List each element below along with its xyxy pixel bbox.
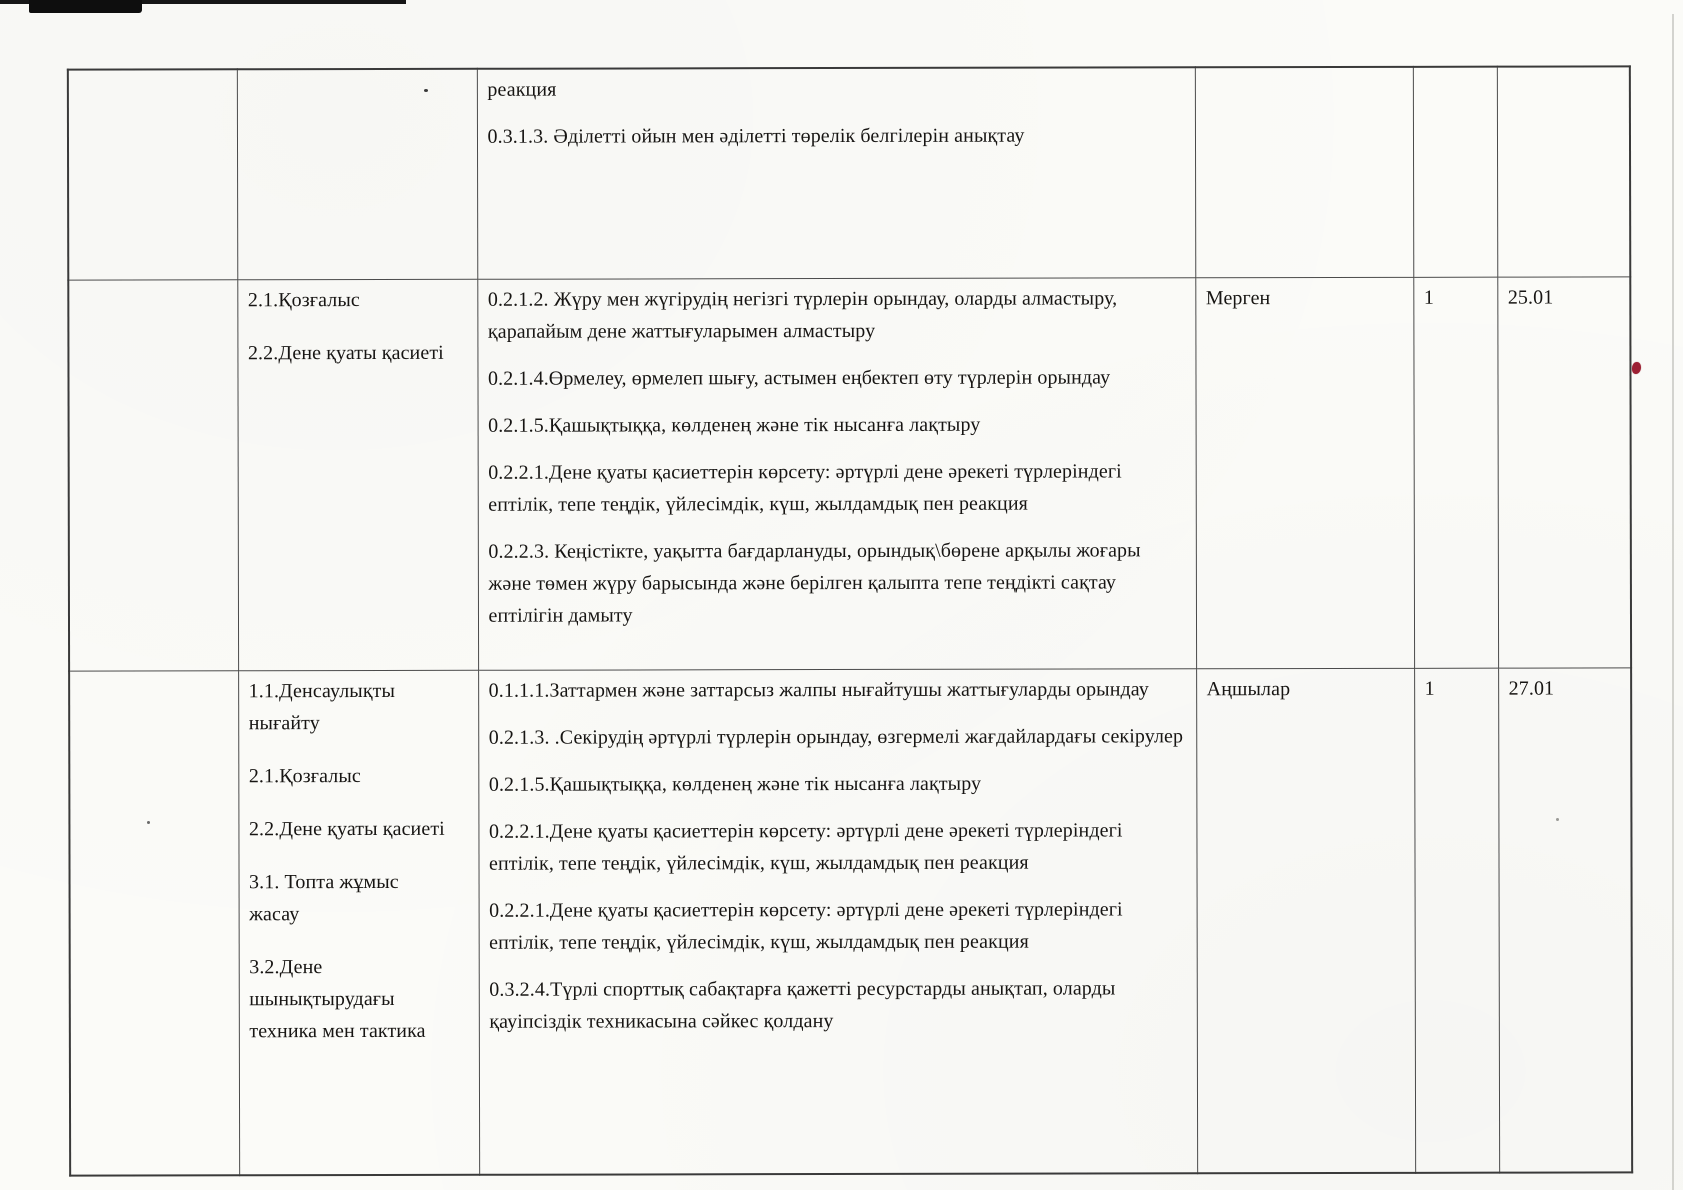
cell-date: 27.01 — [1498, 667, 1632, 1172]
objective-paragraph: 0.2.1.2. Жүру мен жүгірудің негізгі түрлерін орындау, оларды алмастыру, қарапайым дене жаттығуларымен алмастыру — [487, 286, 1118, 343]
cell-criteria — [237, 69, 477, 280]
objective-paragraph: 0.3.1.3. Әділетті ойын мен әділетті төрелік белгілерін анықтау — [487, 124, 1025, 148]
cell-hours: 1 — [1413, 277, 1498, 668]
cell-criteria — [237, 279, 478, 671]
criteria-item: 3.1. Топта жұмыс жасау — [249, 870, 399, 925]
objective-paragraph: 0.2.2.1.Дене қуаты қасиеттерін көрсету: әртүрлі дене әрекеті түрлеріндегі ептілік, тепе теңдік, үйлесімдік, күш, жылдамдық пен реакция — [488, 818, 1123, 875]
criteria-item: 2.1.Қозғалыс — [248, 764, 361, 787]
table-row — [68, 66, 1630, 279]
cell-hours: 1 — [1414, 668, 1499, 1173]
objective-paragraph: реакция — [487, 78, 557, 101]
scan-artifact-top-blob — [29, 0, 142, 13]
table-row — [68, 276, 1631, 670]
objective-paragraph: 0.2.1.4.Өрмелеу, өрмелеп шығу, астымен еңбектеп өту түрлерін орындау — [487, 365, 1111, 390]
objective-paragraph: 0.2.2.1.Дене қуаты қасиеттерін көрсету: әртүрлі дене әрекеті түрлеріндегі ептілік, тепе теңдік, үйлесімдік, күш, жылдамдық пен реакция — [489, 897, 1123, 954]
cell-hours — [1413, 67, 1497, 277]
objective-paragraph: 0.2.1.5.Қашықтыққа, көлденең және тік нысанға лақтыру — [488, 772, 982, 796]
cell-empty — [68, 279, 238, 670]
cell-theme: Мерген — [1195, 277, 1414, 668]
criteria-item: 2.2.Дене қуаты қасиеті — [247, 341, 444, 364]
cell-empty — [68, 69, 237, 279]
cell-date: 25.01 — [1497, 276, 1631, 667]
cell-empty — [69, 670, 239, 1175]
objective-paragraph: 0.3.2.4.Түрлі спорттық сабақтарға қажетті ресурстарды анықтап, оларды қауіпсіздік техникасына сәйкес қолдану — [489, 976, 1116, 1033]
lesson-plan-table — [67, 65, 1633, 1176]
cell-criteria — [238, 670, 479, 1176]
criteria-item: 2.1.Қозғалыс — [247, 288, 360, 311]
criteria-item: 1.1.Денсаулықты нығайту — [248, 679, 396, 734]
objective-paragraph: 0.2.1.5.Қашықтыққа, көлденең және тік нысанға лақтыру — [488, 413, 981, 437]
scan-artifact-right-edge — [1672, 14, 1674, 1190]
cell-date — [1497, 66, 1630, 276]
table-row — [69, 667, 1632, 1175]
objective-paragraph: 0.2.2.3. Кеңістікте, уақытта бағдарлануды, орындық\бөрене арқылы жоғары және төмен жүру барысында және берілген қалыпта тепе теңдікті сақтау ептілігін дамыту — [488, 538, 1141, 627]
cell-theme: Аңшылар — [1196, 668, 1415, 1173]
criteria-item: 2.2.Дене қуаты қасиеті — [248, 817, 445, 840]
cell-learning-objectives — [477, 67, 1195, 279]
cell-learning-objectives — [477, 277, 1196, 670]
cell-theme — [1195, 67, 1413, 277]
objective-paragraph: 0.2.1.3. .Секірудің әртүрлі түрлерін орындау, өзгермелі жағдайлардағы секірулер — [488, 724, 1184, 749]
red-ink-dot — [1632, 362, 1641, 374]
cell-learning-objectives — [478, 668, 1197, 1175]
criteria-item: 3.2.Дене шынықтырудағы техника мен тактика — [249, 955, 426, 1042]
objective-paragraph: 0.2.2.1.Дене қуаты қасиеттерін көрсету: әртүрлі дене әрекеті түрлеріндегі ептілік, тепе теңдік, үйлесімдік, күш, жылдамдық пен реакция — [488, 459, 1122, 516]
objective-paragraph: 0.1.1.1.Заттармен және заттарсыз жалпы нығайтушы жаттығуларды орындау — [488, 677, 1149, 702]
